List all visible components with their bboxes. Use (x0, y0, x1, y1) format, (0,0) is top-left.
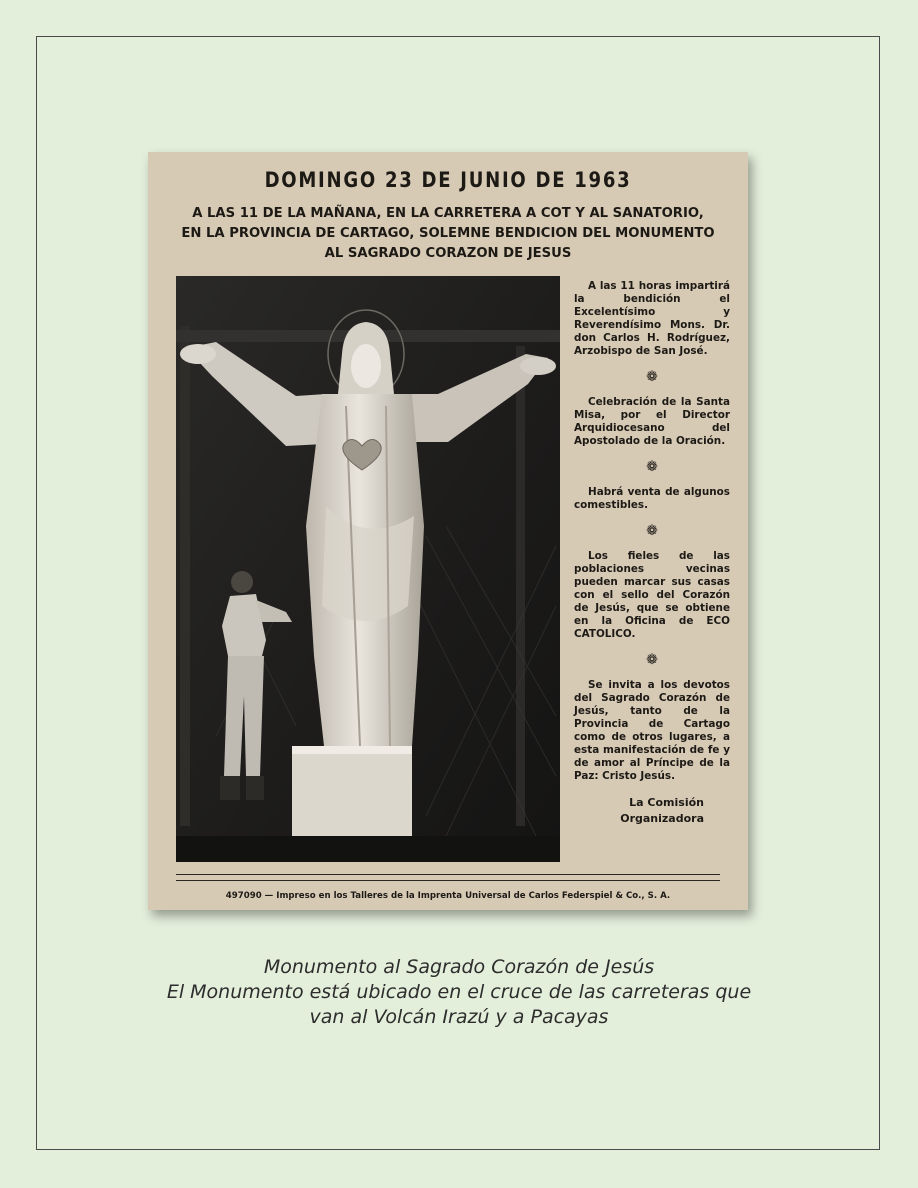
divider-rule (176, 880, 720, 881)
caption-line: van al Volcán Irazú y a Pacayas (309, 1006, 609, 1028)
headline-line: AL SAGRADO CORAZON DE JESUS (324, 246, 572, 261)
flower-ornament-icon: ❁ (646, 523, 658, 539)
clipping-date-heading: DOMINGO 23 DE JUNIO DE 1963 (264, 168, 632, 192)
signature-line: Organizadora (620, 812, 704, 825)
flower-ornament-icon: ❁ (646, 459, 658, 475)
clipping-headline (168, 204, 728, 264)
divider-rule (176, 874, 720, 875)
image-caption (60, 955, 858, 1030)
printer-credit: 497090 — Impreso en los Talleres de la Imprenta Universal de Carlos Federspiel & Co., S. A. (225, 891, 671, 901)
flower-ornament-icon: ❁ (646, 652, 658, 668)
caption-title: Monumento al Sagrado Corazón de Jesús (263, 956, 655, 978)
sacred-heart-statue-image (176, 276, 560, 862)
event-paragraph: Habrá venta de algunos comestibles. (574, 486, 730, 511)
headline-line: EN LA PROVINCIA DE CARTAGO, SOLEMNE BENDICION DEL MONUMENTO (181, 226, 715, 241)
flower-ornament-icon: ❁ (646, 369, 658, 385)
headline-line: A LAS 11 DE LA MAÑANA, EN LA CARRETERA A COT Y AL SANATORIO, (192, 206, 704, 221)
signature-line: La Comisión (629, 796, 704, 809)
event-details-column (574, 280, 730, 827)
event-paragraph: Se invita a los devotos del Sagrado Corazón de Jesús, tanto de la Provincia de Cartago como de otros lugares, a esta manifestación de fe y de amor al Príncipe de la Paz: Cristo Jesús. (574, 679, 730, 782)
monument-photo (176, 276, 560, 862)
event-paragraph: Celebración de la Santa Misa, por el Director Arquidiocesano del Apostolado de la Oración. (574, 396, 730, 447)
event-paragraph: A las 11 horas impartirá la bendición el Excelentísimo y Reverendísimo Mons. Dr. don Carlos H. Rodríguez, Arzobispo de San José. (574, 280, 730, 357)
signature-block (574, 795, 730, 827)
caption-line: El Monumento está ubicado en el cruce de las carreteras que (166, 981, 752, 1003)
event-paragraph: Los fieles de las poblaciones vecinas pueden marcar sus casas con el sello del Corazón de Jesús, que se obtiene en la Oficina de ECO CATOLICO. (574, 550, 730, 640)
newspaper-clipping (148, 152, 748, 910)
